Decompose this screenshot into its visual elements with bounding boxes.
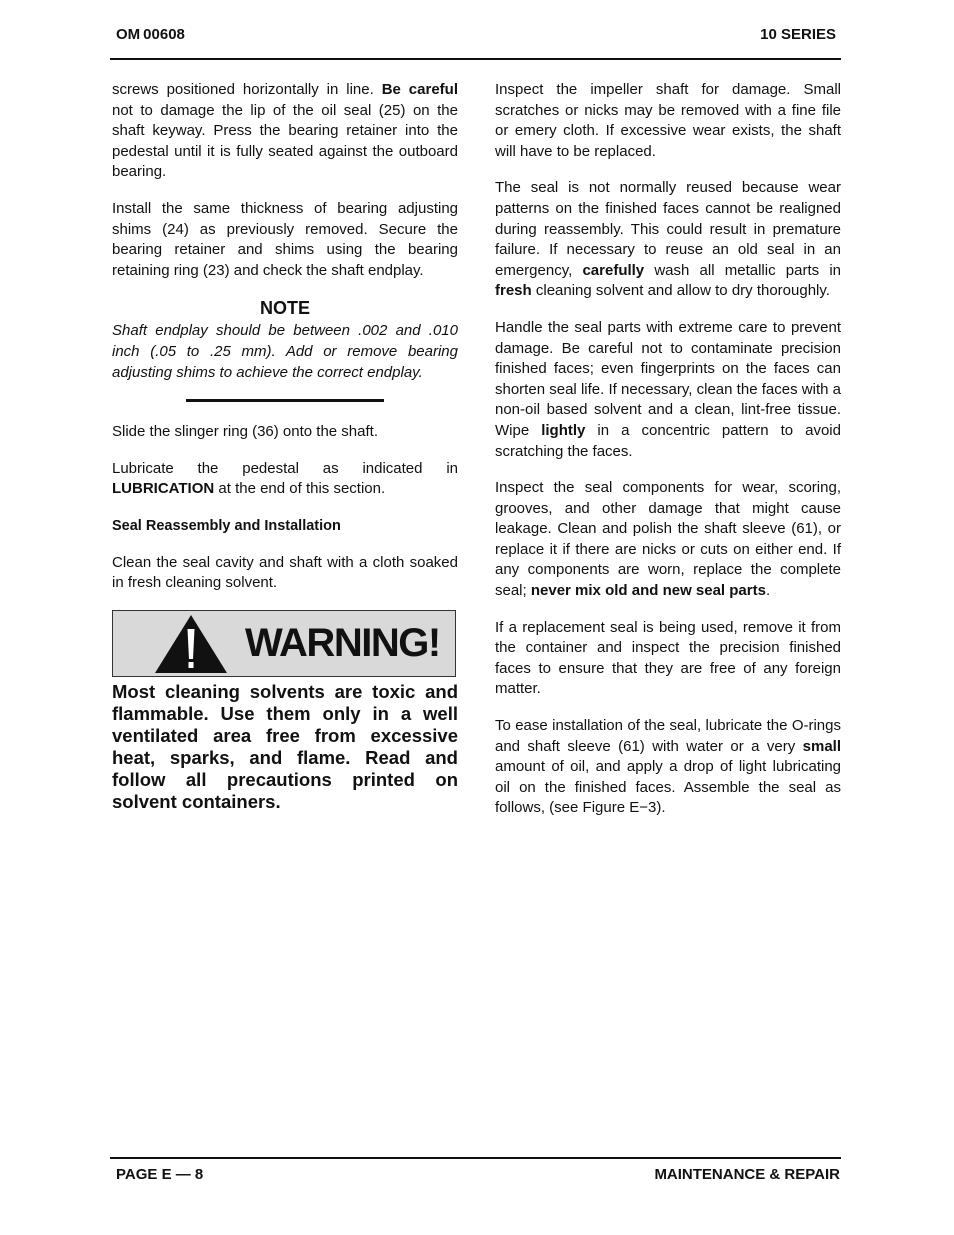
warning-banner — [112, 610, 456, 677]
bold-text: fresh — [495, 282, 532, 300]
paragraph: Install the same thickness of bearing adjusting shims (24) as previously removed. Secure the bearing retainer and shims using the bearing retaining ring (23) and check the shaft endplay. — [112, 199, 458, 279]
doc-number: OM 00608 — [116, 26, 185, 43]
bold-text: lightly — [541, 421, 586, 439]
bold-text: never mix old and new seal parts — [530, 582, 766, 600]
left-column — [112, 80, 458, 813]
series-label: 10 SERIES — [760, 26, 836, 43]
paragraph: The seal is not normally reused because wear patterns on the finished faces cannot be realigned during reassembly. This could result in premature failure. If necessary to reuse an old seal in an emergency, carefully wash all metallic parts in fresh cleaning solvent and allow to dry thoroughly. — [495, 179, 841, 300]
note-divider — [186, 399, 384, 402]
right-column — [495, 80, 841, 835]
footer-rule — [110, 1157, 841, 1159]
paragraph: screws positioned horizontally in line. Be careful not to damage the lip of the oil seal (25) on the shaft keyway. Press the bearing retainer into the pedestal until it is fully seated against the outboard bearing. — [112, 81, 458, 181]
note-title: NOTE — [259, 298, 310, 319]
header-rule — [110, 58, 841, 60]
paragraph: Slide the slinger ring (36) onto the shaft. — [112, 423, 378, 441]
paragraph: Clean the seal cavity and shaft with a cloth soaked in fresh cleaning solvent. — [112, 553, 458, 592]
section-name: MAINTENANCE & REPAIR — [654, 1166, 840, 1183]
paragraph: Lubricate the pedestal as indicated in LUBRICATION at the end of this section. — [112, 459, 458, 498]
bold-text: small — [802, 737, 841, 755]
paragraph: Inspect the seal components for wear, scoring, grooves, and other damage that might cause leakage. Clean and polish the shaft sleeve (61), or replace it if there are nicks or cuts on either end. If any components are worn, replace the complete seal; never mix old and new seal parts. — [495, 479, 841, 600]
note-body: Shaft endplay should be between .002 and .010 inch (.05 to .25 mm). Add or remove bearing adjusting shims to achieve the correct endplay. — [112, 322, 458, 381]
bold-text: carefully — [582, 261, 645, 279]
bold-text: Be careful — [381, 81, 458, 98]
warning-title: WARNING! — [245, 620, 440, 665]
page-number: PAGE E — 8 — [116, 1166, 204, 1183]
bold-text: LUBRICATION — [112, 480, 215, 498]
paragraph: Inspect the impeller shaft for damage. Small scratches or nicks may be removed with a fine file or emery cloth. If excessive wear exists, the shaft will have to be replaced. — [495, 81, 841, 160]
paragraph: If a replacement seal is being used, remove it from the container and inspect the precision finished faces to ensure that they are free of any foreign matter. — [495, 618, 841, 698]
paragraph: Handle the seal parts with extreme care to prevent damage. Be careful not to contaminate precision finished faces; even fingerprints on the faces can shorten seal life. If necessary, clean the faces with a non-oil based solvent and a clean, lint-free tissue. Wipe lightly in a concentric pattern to avoid scratching the faces. — [495, 318, 841, 460]
section-heading: Seal Reassembly and Installation — [112, 517, 341, 534]
paragraph: To ease installation of the seal, lubricate the O-rings and shaft sleeve (61) with water or a very small amount of oil, and apply a drop of light lubricating oil on the finished faces. Assemble the seal as follows, (see Figure E−3). — [495, 717, 841, 817]
warning-triangle-icon — [153, 613, 229, 675]
warning-body: Most cleaning solvents are toxic and flammable. Use them only in a well ventilated area free from excessive heat, sparks, and flame. Read and follow all precautions printed on solvent containers. — [112, 680, 458, 812]
